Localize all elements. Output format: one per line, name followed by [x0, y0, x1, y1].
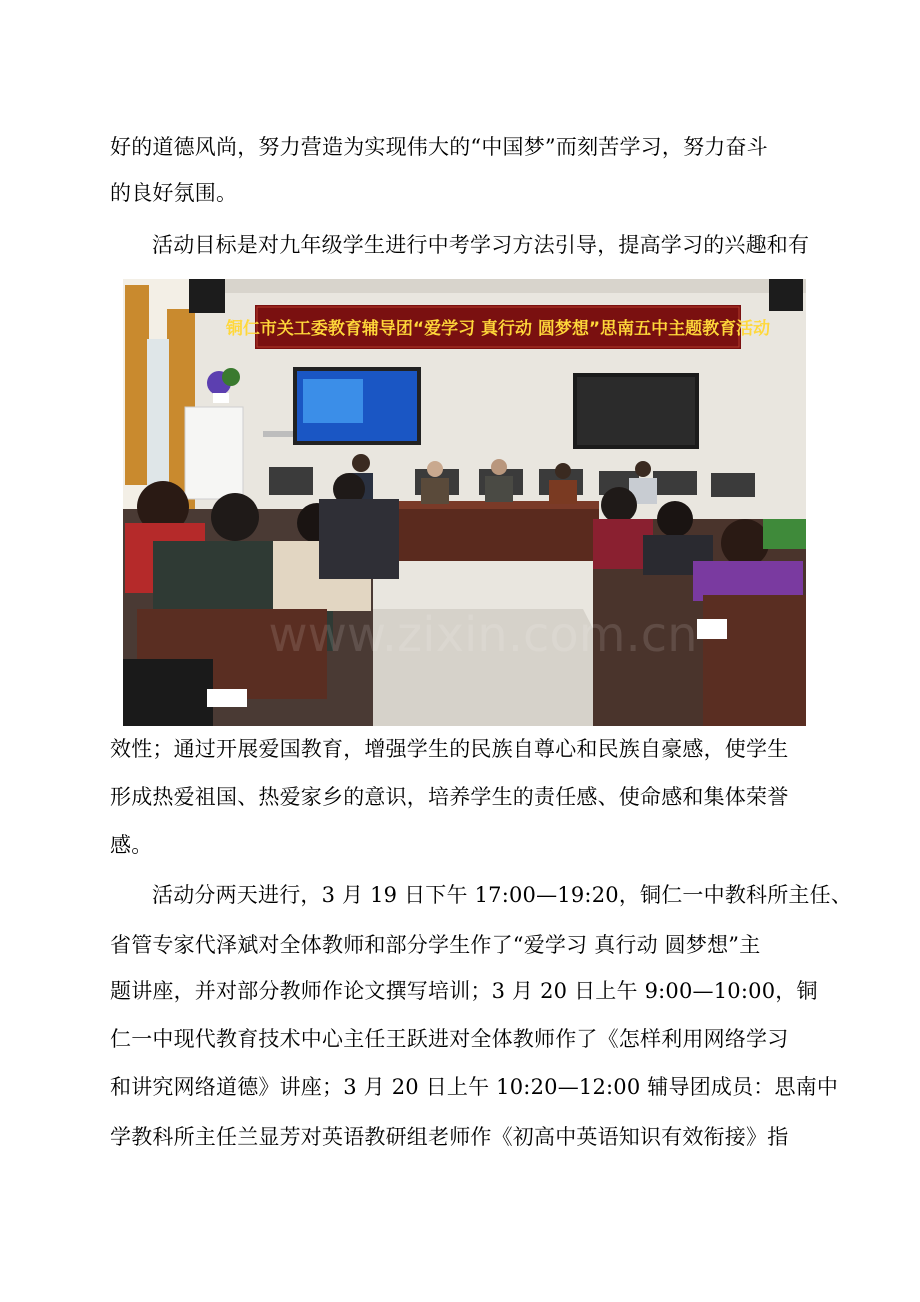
- paragraph-line: 效性；通过开展爱国教育，增强学生的民族自尊心和民族自豪感，使学生: [110, 737, 789, 761]
- paragraph-line: 仁一中现代教育技术中心主任王跃进对全体教师作了《怎样利用网络学习: [110, 1027, 789, 1051]
- paragraph-line: 的良好氛围。: [110, 181, 238, 205]
- paragraph-line: 学教科所主任兰显芳对英语教研组老师作《初高中英语知识有效衔接》指: [110, 1125, 789, 1149]
- paragraph-line: 题讲座，并对部分教师作论文撰写培训；3 月 20 日上午 9:00—10:00，铜: [110, 979, 818, 1003]
- paragraph-line: 和讲究网络道德》讲座；3 月 20 日上午 10:20—12:00 辅导团成员：思南中: [110, 1075, 839, 1099]
- paragraph-line: 活动分两天进行，3 月 19 日下午 17:00—19:20，铜仁一中教科所主任、: [152, 883, 853, 907]
- paragraph-line: 感。: [110, 833, 153, 857]
- paragraph-line: 好的道德风尚，努力营造为实现伟大的“中国梦”而刻苦学习，努力奋斗: [110, 135, 768, 159]
- photo-watermark: www.zixin.com.cn: [268, 607, 698, 663]
- banner-text: 铜仁市关工委教育辅导团“爱学习 真行动 圆梦想”思南五中主题教育活动: [225, 319, 771, 339]
- paragraph-line: 形成热爱祖国、热爱家乡的意识，培养学生的责任感、使命感和集体荣誉: [110, 785, 789, 809]
- paragraph-line: 活动目标是对九年级学生进行中考学习方法引导，提高学习的兴趣和有: [152, 233, 810, 257]
- event-photo: [123, 279, 806, 726]
- paragraph-line: 省管专家代泽斌对全体教师和部分学生作了“爱学习 真行动 圆梦想”主: [110, 933, 761, 957]
